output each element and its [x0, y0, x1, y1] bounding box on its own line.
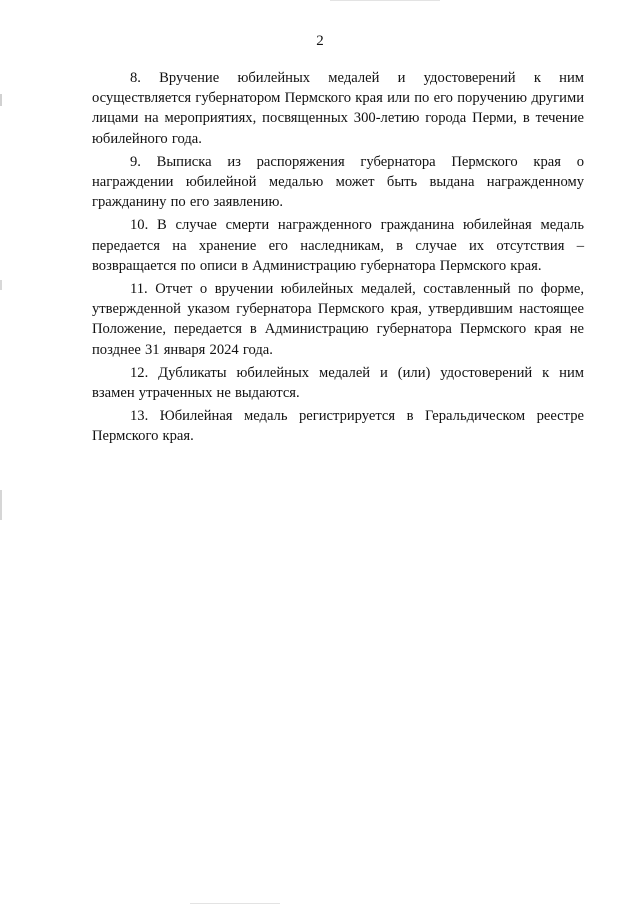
paragraph-9: 9. Выписка из распоряжения губернатора Пермского края о награждении юбилейной медалью может быть выдана награжденному гражданину по его заявлению.: [92, 153, 584, 211]
paragraph-13: 13. Юбилейная медаль регистрируется в Геральдическом реестре Пермского края.: [92, 408, 584, 445]
paragraph-11: 11. Отчет о вручении юбилейных медалей, составленный по форме, утвержденной указом губернатора Пермского края, утвердившим настоящее Положение, передается в Администрацию губернатора Пермского края не позднее 31 января 2024 года.: [92, 281, 584, 358]
page-number: 2: [316, 33, 324, 49]
scan-artifact-bottom: [190, 903, 280, 904]
document-body: [92, 68, 584, 450]
scan-artifact-top: [330, 0, 440, 1]
paragraph-12: 12. Дубликаты юбилейных медалей и (или) удостоверений к ним взамен утраченных не выдаются.: [92, 364, 584, 402]
paragraph-8: 8. Вручение юбилейных медалей и удостоверений к ним осуществляется губернатором Пермского края или по его поручению другими лицами на мероприятиях, посвященных 300-летию города Перми, в течение юбилейного года.: [92, 70, 584, 147]
scan-artifact-left: [0, 90, 2, 520]
paragraph-10: 10. В случае смерти награжденного гражданина юбилейная медаль передается на хранение его наследникам, в случае их отсутствия – возвращается по описи в Администрацию губернатора Пермского края.: [92, 217, 584, 274]
